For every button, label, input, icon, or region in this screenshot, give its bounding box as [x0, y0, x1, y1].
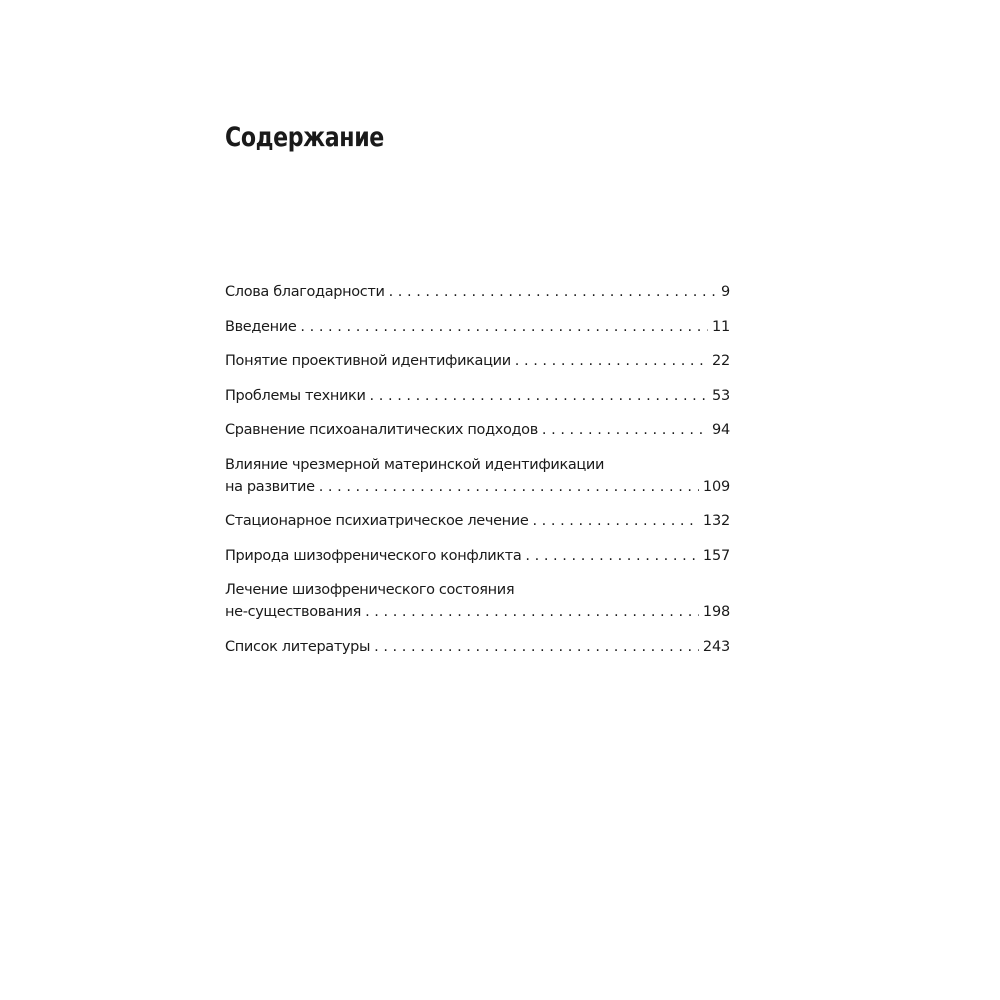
toc-entry-title: Природа шизофренического конфликта: [225, 547, 522, 564]
toc-page-number: 243: [702, 638, 730, 655]
toc-entry-title: Список литературы: [225, 638, 371, 655]
dot-leader: [525, 545, 699, 567]
dot-leader: [542, 419, 708, 441]
dot-leader: [319, 476, 699, 498]
toc-page-number: 198: [702, 604, 730, 620]
toc-entry-title: Сравнение психоаналитических подходов: [225, 422, 538, 438]
toc-entry[interactable]: [225, 350, 730, 372]
dot-leader: [389, 281, 717, 303]
toc-page-number: 11: [711, 318, 730, 335]
toc-entry[interactable]: [225, 281, 730, 303]
toc-entry-title-line: Лечение шизофренического состояния: [225, 582, 515, 598]
toc-entry[interactable]: [225, 510, 730, 532]
toc-page-number: 53: [711, 387, 730, 404]
table-of-contents: [225, 281, 730, 670]
dot-leader: [374, 636, 699, 658]
toc-entry-title: Слова благодарности: [225, 284, 385, 300]
toc-entry-title: Проблемы техники: [225, 387, 366, 404]
toc-entry-title: Введение: [225, 318, 297, 335]
toc-entry-title: Понятие проективной идентификации: [225, 353, 511, 369]
toc-page-number: 109: [702, 478, 730, 495]
toc-entry-title: не-существования: [225, 604, 362, 620]
page-title: Содержание: [225, 122, 384, 153]
toc-entry[interactable]: [225, 419, 730, 441]
dot-leader: [300, 316, 708, 338]
dot-leader: [370, 385, 708, 407]
toc-entry-title: Стационарное психиатрическое лечение: [225, 513, 529, 529]
toc-page-number: 22: [711, 353, 730, 369]
toc-entry-title: на развитие: [225, 478, 315, 495]
toc-entry[interactable]: [225, 579, 730, 623]
toc-page-number: 132: [702, 513, 730, 529]
toc-entry[interactable]: [225, 545, 730, 567]
dot-leader: [515, 350, 708, 372]
toc-entry-title-line: Влияние чрезмерной материнской идентификации: [225, 456, 605, 473]
toc-page-number: 94: [711, 422, 730, 438]
toc-entry[interactable]: [225, 454, 730, 498]
toc-entry[interactable]: [225, 385, 730, 407]
toc-entry[interactable]: [225, 636, 730, 658]
dot-leader: [365, 601, 699, 623]
toc-page-number: 9: [720, 284, 730, 300]
toc-page-number: 157: [702, 547, 730, 564]
dot-leader: [532, 510, 698, 532]
toc-entry[interactable]: [225, 316, 730, 338]
